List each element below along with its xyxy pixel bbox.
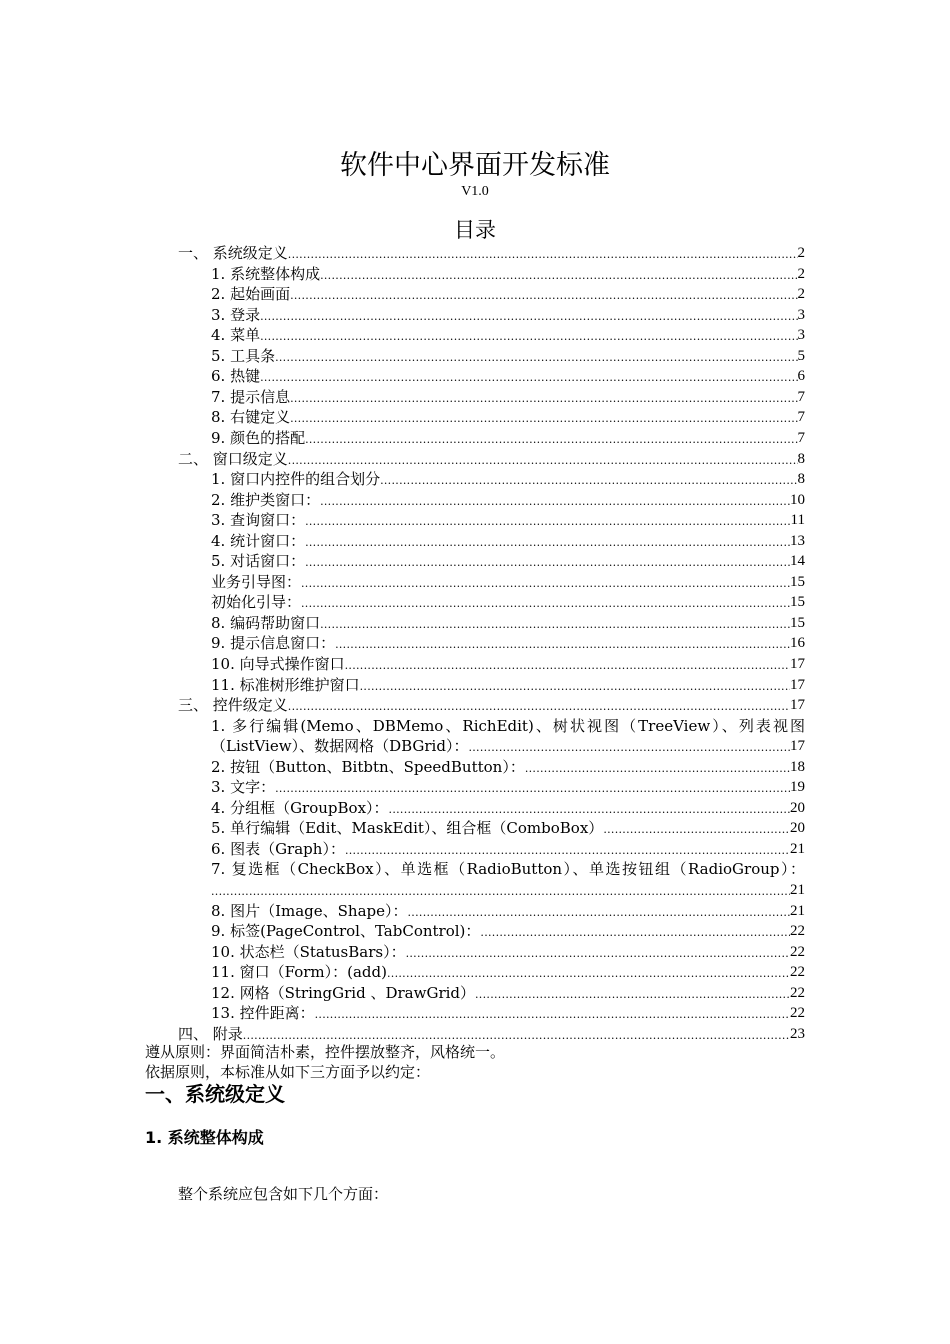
toc-entry-label: 13. 控件距离： [211,1004,315,1022]
toc-entry[interactable] [178,695,805,715]
toc-entry[interactable] [211,736,805,756]
toc-entry[interactable] [211,901,805,921]
subsection-heading: 1. 系统整体构成 [145,1128,264,1147]
toc-entry-label: 12. 网格（StringGrid 、DrawGrid） [211,984,476,1002]
toc-entry[interactable] [211,818,805,838]
toc-page-number: 7 [797,409,805,425]
toc-dot-leader [290,410,797,427]
toc-dot-leader [335,636,790,653]
toc-entry-label: 5. 对话窗口： [211,552,306,570]
toc-dot-leader [305,431,797,448]
toc-page-number: 2 [797,266,805,282]
toc-entry[interactable] [211,407,805,427]
toc-dot-leader [275,349,797,366]
toc-entry[interactable] [178,449,805,469]
toc-dot-leader [525,760,790,777]
toc-dot-leader [389,801,790,818]
toc-entry-label: 7. 复选框（CheckBox）、单选框（RadioButton）、单选按钮组（RadioGroup）： [211,860,805,878]
toc-entry-label: 8. 编码帮助窗口 [211,614,321,632]
toc-entry-label: 8. 图片（Image、Shape）： [211,902,408,920]
toc-dot-leader [380,472,797,489]
toc-entry-label: 初始化引导： [211,593,302,611]
toc-page-number: 15 [790,594,805,610]
toc-dot-leader [305,534,790,551]
toc-entry[interactable] [211,777,805,797]
toc-page-number: 10 [790,492,805,508]
body-paragraph: 整个系统应包含如下几个方面： [178,1185,389,1203]
toc-entry[interactable] [211,366,805,386]
toc-dot-leader [408,904,790,921]
toc-page-number: 22 [790,1005,805,1021]
toc-dot-leader [288,246,798,263]
toc-entry[interactable] [211,962,805,982]
toc-entry[interactable] [211,490,805,510]
document-title: 软件中心界面开发标准 [340,150,610,181]
toc-entry[interactable] [211,510,805,530]
toc-page-number: 21 [790,903,805,919]
toc-entry-label: 7. 提示信息 [211,388,291,406]
toc-dot-leader [288,698,790,715]
toc-page-number: 20 [790,800,805,816]
toc-entry[interactable] [211,633,805,653]
toc-dot-leader [290,287,797,304]
toc-entry[interactable] [211,592,805,612]
toc-page-number: 23 [790,1026,805,1042]
toc-entry[interactable] [211,325,805,345]
toc-entry[interactable] [211,572,805,592]
toc-entry-label: 11. 标准树形维护窗口 [211,676,360,694]
toc-entry-label: 2. 维护类窗口： [211,491,321,509]
toc-entry-continuation: （ListView）、数据网格（DBGrid）： [211,737,469,755]
toc-page-number: 7 [797,430,805,446]
toc-entry-label: 1. 窗口内控件的组合划分 [211,470,381,488]
toc-dot-leader [345,842,790,859]
toc-page-number: 2 [797,245,805,261]
toc-entry-label: 3. 查询窗口： [211,511,306,529]
toc-dot-leader [480,924,790,941]
toc-page-number: 17 [790,738,805,754]
toc-dot-leader [315,1006,790,1023]
toc-entry-label: 9. 标签(PageControl、TabControl)： [211,922,481,940]
toc-page-number: 3 [797,307,805,323]
toc-entry-label: 2. 起始画面 [211,285,291,303]
toc-dot-leader [320,493,790,510]
toc-entry-label: 二、 窗口级定义 [178,450,288,468]
toc-entry[interactable] [211,264,805,284]
toc-dot-leader [387,965,790,982]
toc-entry-label: 9. 提示信息窗口： [211,634,336,652]
toc-entry[interactable] [211,654,805,674]
toc-page-number: 8 [797,451,805,467]
toc-dot-leader [468,739,790,756]
toc-entry[interactable] [211,1003,805,1023]
toc-dot-leader [345,657,790,674]
toc-entry-label: 5. 工具条 [211,347,276,365]
toc-entry-label: 4. 菜单 [211,326,261,344]
toc-entry-label: 10. 向导式操作窗口 [211,655,345,673]
toc-entry[interactable] [211,880,805,900]
section-heading: 一、系统级定义 [145,1082,285,1106]
toc-title: 目录 [454,218,496,242]
toc-page-number: 22 [790,985,805,1001]
toc-entry-label: 4. 分组框（GroupBox）： [211,799,389,817]
principle-text-2: 依据原则，本标准从如下三方面予以约定： [145,1063,431,1081]
toc-entry[interactable] [211,613,805,633]
toc-dot-leader [260,328,797,345]
toc-dot-leader [305,554,790,571]
toc-entry-label: 业务引导图： [211,573,302,591]
toc-page-number: 21 [790,882,805,898]
toc-page-number: 19 [790,779,805,795]
toc-entry-label: 1. 系统整体构成 [211,265,321,283]
toc-page-number: 22 [790,944,805,960]
toc-entry[interactable] [211,346,805,366]
toc-dot-leader [603,821,790,838]
toc-page-number: 6 [797,368,805,384]
toc-page-number: 3 [797,327,805,343]
toc-entry-label: 4. 统计窗口： [211,532,306,550]
toc-page-number: 2 [797,286,805,302]
toc-entry[interactable] [211,551,805,571]
toc-dot-leader [301,595,790,612]
toc-entry-label: 三、 控件级定义 [178,696,288,714]
document-version: V1.0 [461,184,489,199]
toc-dot-leader [260,369,797,386]
toc-page-number: 14 [790,553,805,569]
toc-entry[interactable] [211,983,805,1003]
toc-entry-label: 5. 单行编辑（Edit、MaskEdit）、组合框（ComboBox） [211,819,604,837]
principle-text-1: 遵从原则：界面简洁朴素，控件摆放整齐，风格统一。 [145,1043,506,1061]
toc-entry-label: 8. 右键定义 [211,408,291,426]
toc-page-number: 8 [797,471,805,487]
toc-entry[interactable] [211,531,805,551]
toc-entry-label: 3. 登录 [211,306,261,324]
toc-page-number: 15 [790,615,805,631]
toc-entry[interactable] [211,942,805,962]
toc-page-number: 17 [790,656,805,672]
toc-page-number: 13 [790,533,805,549]
toc-entry-label: 10. 状态栏（StatusBars）： [211,943,406,961]
toc-dot-leader [320,616,790,633]
toc-dot-leader [301,575,790,592]
toc-entry[interactable] [211,839,805,859]
toc-page-number: 5 [797,348,805,364]
toc-page-number: 15 [790,574,805,590]
toc-dot-leader [290,390,797,407]
toc-entry-label: 6. 图表（Graph）： [211,840,345,858]
toc-page-number: 22 [790,923,805,939]
toc-entry-label: 四、 附录 [178,1025,243,1043]
toc-entry[interactable] [211,387,805,407]
toc-entry[interactable] [211,284,805,304]
toc-dot-leader [406,945,790,962]
toc-entry-label: 3. 文字： [211,778,276,796]
toc-entry-label: 6. 热键 [211,367,261,385]
toc-entry-label: 11. 窗口（Form）：(add) [211,963,387,981]
toc-page-number: 11 [790,512,805,528]
toc-dot-leader [211,883,790,900]
toc-entry-label: 2. 按钮（Button、Bitbtn、SpeedButton）： [211,758,525,776]
toc-page-number: 7 [797,389,805,405]
toc-dot-leader [305,513,790,530]
toc-page-number: 21 [790,841,805,857]
toc-page-number: 17 [790,697,805,713]
toc-entry-label: 1. 多行编辑(Memo、DBMemo、RichEdit)、树状视图（TreeView）、列表视图 [211,717,805,735]
toc-page-number: 16 [790,635,805,651]
toc-entry[interactable] [211,428,805,448]
toc-entry[interactable] [178,1024,805,1044]
toc-entry[interactable] [178,243,805,263]
toc-dot-leader [288,452,798,469]
toc-dot-leader [320,267,797,284]
toc-entry[interactable] [211,469,805,489]
toc-page-number: 17 [790,677,805,693]
toc-dot-leader [475,986,790,1003]
toc-entry[interactable] [211,921,805,941]
toc-page-number: 18 [790,759,805,775]
toc-page-number: 22 [790,964,805,980]
toc-entry-label: 一、 系统级定义 [178,244,288,262]
toc-entry[interactable] [211,305,805,325]
toc-entry[interactable] [211,798,805,818]
toc-page-number: 20 [790,820,805,836]
toc-entry[interactable] [211,675,805,695]
toc-entry-label: 9. 颜色的搭配 [211,429,306,447]
toc-dot-leader [260,308,797,325]
toc-dot-leader [275,780,790,797]
toc-entry[interactable] [211,757,805,777]
toc-dot-leader [360,678,790,695]
